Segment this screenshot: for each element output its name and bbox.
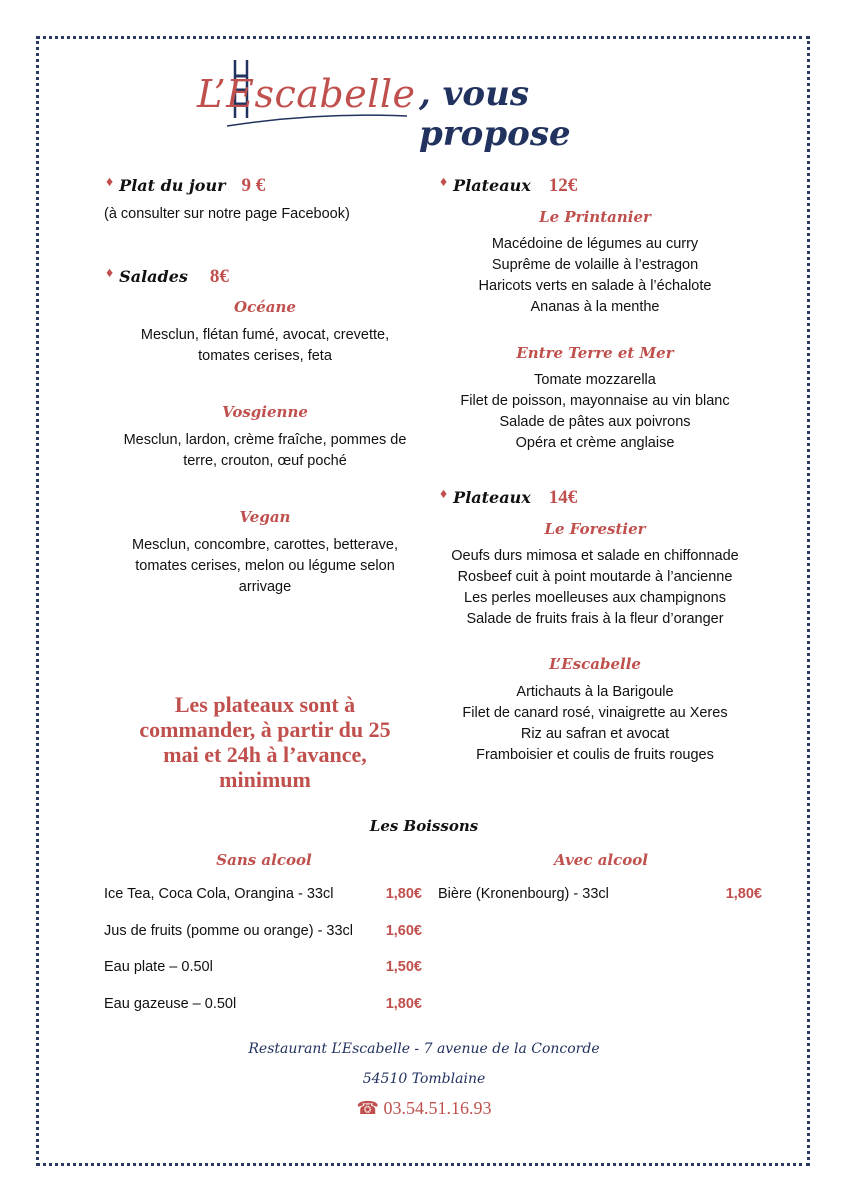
desc-line: Salade de fruits frais à la fleur d’oranger: [466, 611, 724, 627]
drink-price: 1,50€: [385, 959, 422, 975]
drink-name: Eau gazeuse – 0.50l: [104, 996, 237, 1012]
desc-line: Mesclun, lardon, crème fraîche, pommes de: [123, 432, 407, 448]
salades-heading: [106, 266, 229, 288]
desc-line: arrivage: [238, 579, 292, 595]
drink-row: [104, 923, 422, 939]
logo-tagline: , vous propose: [419, 74, 571, 154]
drink-price: 1,80€: [385, 886, 422, 902]
drink-name: Ice Tea, Coca Cola, Orangina - 33cl: [104, 886, 334, 902]
avec-alcool-title: Avec alcool: [554, 851, 648, 869]
plateau-terre-mer-title: Entre Terre et Mer: [516, 344, 674, 362]
salade-oceane-desc: [100, 325, 430, 367]
plat-du-jour-note: (à consulter sur notre page Facebook): [104, 206, 350, 222]
plat-du-jour-label: Plat du jour: [119, 176, 226, 195]
desc-line: Artichauts à la Barigoule: [516, 684, 674, 700]
desc-line: Rosbeef cuit à point moutarde à l’ancienne: [457, 569, 733, 585]
desc-line: Haricots verts en salade à l’échalote: [478, 278, 712, 294]
desc-line: Filet de poisson, mayonnaise au vin blanc: [460, 393, 730, 409]
notice-line: mai et 24h à l’avance,: [163, 742, 367, 767]
desc-line: Ananas à la menthe: [530, 299, 660, 315]
plateaux-12-price: 12€: [548, 175, 578, 196]
desc-line: Suprême de volaille à l’estragon: [491, 257, 699, 273]
desc-line: terre, crouton, œuf poché: [183, 453, 347, 469]
plateau-escabelle-title: L’Escabelle: [549, 655, 641, 673]
plateau-forestier-title: Le Forestier: [544, 520, 646, 538]
plateaux-12-label: Plateaux: [453, 176, 531, 195]
plateaux-14-heading: [440, 487, 577, 509]
drink-row: [438, 886, 762, 902]
logo-swoosh: [197, 106, 427, 130]
drink-price: 1,80€: [385, 996, 422, 1012]
desc-line: Opéra et crème anglaise: [515, 435, 675, 451]
notice-line: minimum: [219, 767, 311, 792]
plateau-printanier-desc: [430, 234, 760, 318]
desc-line: Oeufs durs mimosa et salade en chiffonnade: [451, 548, 739, 564]
plateau-forestier-desc: [430, 546, 760, 630]
diamond-bullet-icon: ♦: [106, 173, 114, 189]
plateaux-order-notice: [100, 692, 430, 792]
restaurant-logo: [197, 58, 657, 154]
desc-line: Salade de pâtes aux poivrons: [499, 414, 691, 430]
salade-oceane-title: Océane: [234, 298, 296, 316]
plateaux-12-heading: [440, 175, 577, 197]
desc-line: Les perles moelleuses aux champignons: [464, 590, 726, 606]
salades-label: Salades: [119, 267, 188, 286]
logo-brand: L’Escabelle: [197, 72, 416, 116]
footer-phone: [0, 1098, 848, 1119]
plateau-printanier-title: Le Printanier: [539, 208, 651, 226]
desc-line: Macédoine de légumes au curry: [491, 236, 699, 252]
drink-row: [104, 996, 422, 1012]
desc-line: Mesclun, concombre, carottes, betterave,: [132, 537, 398, 553]
footer-address: Restaurant L’Escabelle - 7 avenue de la Concorde: [248, 1041, 600, 1057]
footer-city: 54510 Tomblaine: [362, 1071, 486, 1087]
salade-vosgienne-desc: [100, 430, 430, 472]
desc-line: Tomate mozzarella: [534, 372, 656, 388]
plateaux-14-price: 14€: [548, 487, 578, 508]
drink-name: Bière (Kronenbourg) - 33cl: [438, 886, 609, 902]
sans-alcool-title: Sans alcool: [216, 851, 312, 869]
salade-vegan-desc: [100, 535, 430, 598]
drink-name: Jus de fruits (pomme ou orange) - 33cl: [104, 923, 354, 939]
plat-du-jour-heading: [106, 175, 265, 197]
diamond-bullet-icon: ♦: [440, 485, 448, 501]
phone-number: 03.54.51.16.93: [383, 1098, 492, 1118]
drink-price: 1,80€: [725, 886, 762, 902]
salades-price: 8€: [209, 266, 229, 287]
drinks-title: Les Boissons: [369, 817, 479, 835]
diamond-bullet-icon: ♦: [440, 173, 448, 189]
plateaux-14-label: Plateaux: [453, 488, 531, 507]
desc-line: Mesclun, flétan fumé, avocat, crevette,: [140, 327, 390, 343]
desc-line: Filet de canard rosé, vinaigrette au Xeres: [462, 705, 728, 721]
plat-du-jour-price: 9 €: [241, 175, 266, 196]
desc-line: tomates cerises, melon ou légume selon: [135, 558, 395, 574]
plateau-escabelle-desc: [430, 682, 760, 766]
telephone-icon: ☎: [356, 1098, 379, 1118]
drink-price: 1,60€: [385, 923, 422, 939]
drink-row: [104, 959, 422, 975]
drink-name: Eau plate – 0.50l: [104, 959, 213, 975]
salade-vosgienne-title: Vosgienne: [222, 403, 308, 421]
diamond-bullet-icon: ♦: [106, 264, 114, 280]
notice-line: Les plateaux sont à: [174, 692, 356, 717]
notice-line: commander, à partir du 25: [139, 717, 391, 742]
salade-vegan-title: Vegan: [239, 508, 291, 526]
plateau-terre-mer-desc: [430, 370, 760, 454]
drink-row: [104, 886, 422, 902]
desc-line: Riz au safran et avocat: [520, 726, 670, 742]
desc-line: tomates cerises, feta: [198, 348, 332, 364]
desc-line: Framboisier et coulis de fruits rouges: [476, 747, 714, 763]
